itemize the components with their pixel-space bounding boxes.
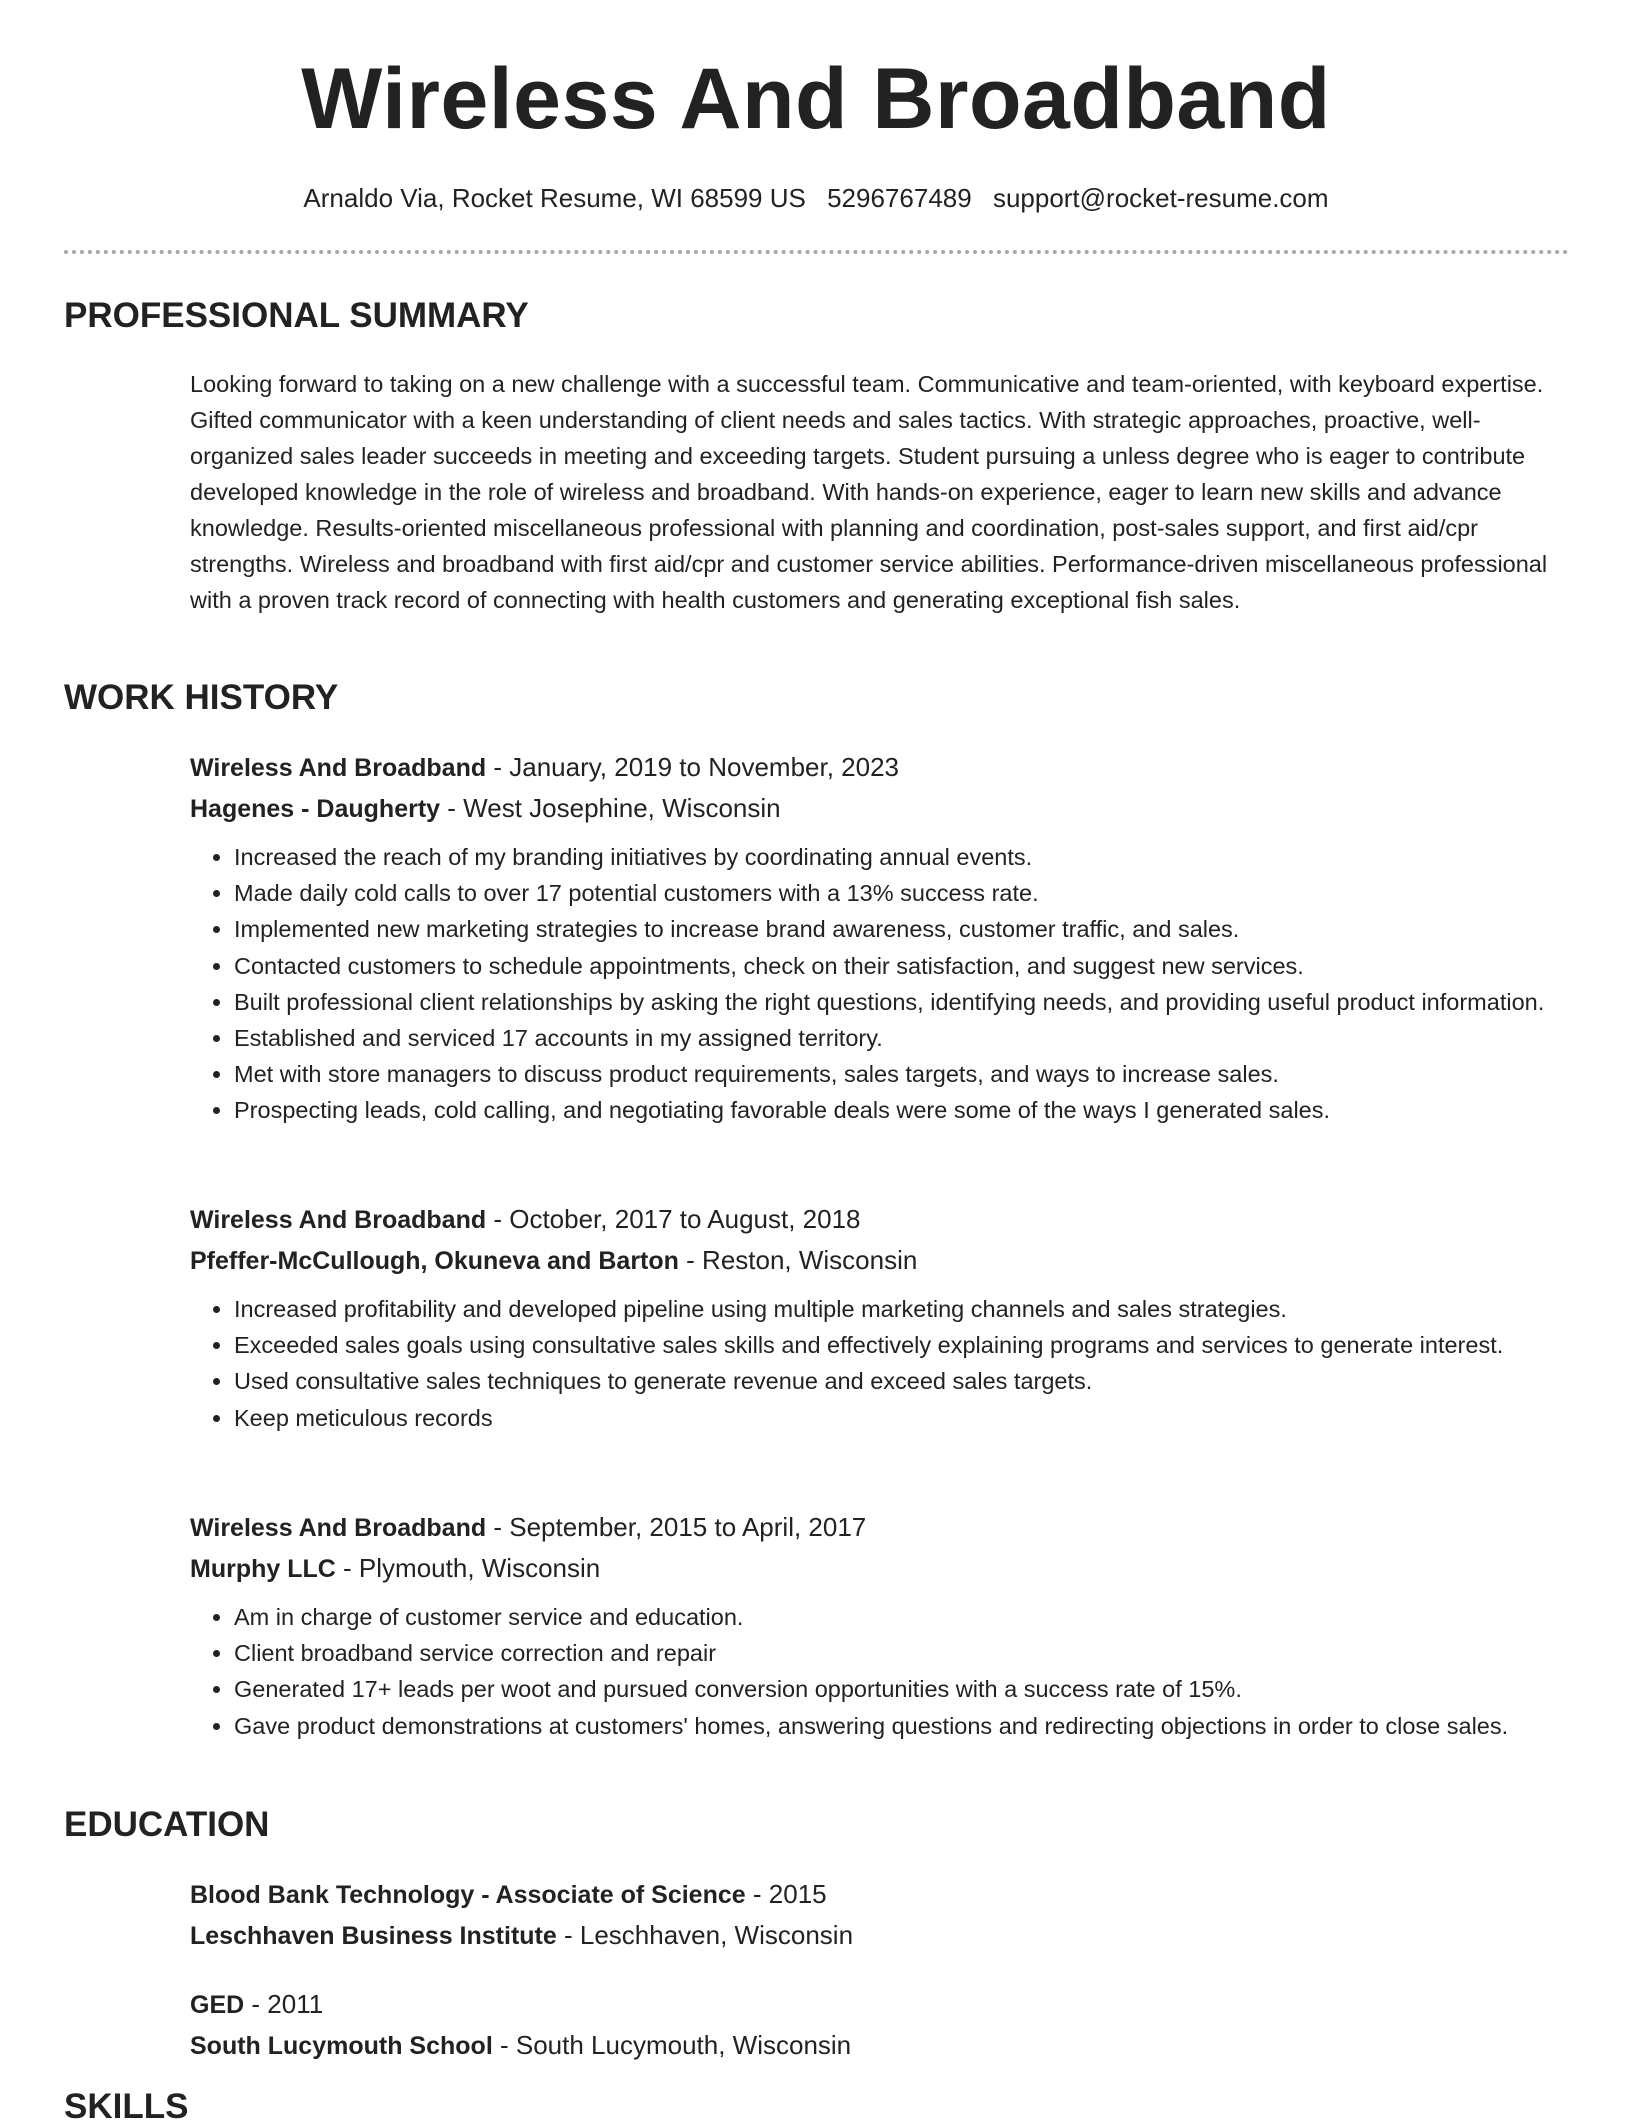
list-item: • Increased profitability and developed pipeline using multiple marketing channels and sales strategies.	[234, 1291, 1570, 1327]
job-location: - Plymouth, Wisconsin	[335, 1553, 601, 1583]
list-item: • Built professional client relationships by asking the right questions, identifying needs, and providing useful product information.	[234, 984, 1570, 1020]
job-title: Wireless And Broadband	[190, 754, 487, 782]
section-title-summary: PROFESSIONAL SUMMARY	[64, 296, 529, 335]
job-dates: - September, 2015 to April, 2017	[486, 1512, 867, 1542]
section-title-education: EDUCATION	[64, 1805, 270, 1844]
summary-text: Looking forward to taking on a new challenge with a successful team. Communicative and team-oriented, with keyboard expertise. Gifted communicator with a keen understanding of client needs and sales tactics. With strategic approaches, proactive, well-organized sales leader succeeds in meeting and exceeding targets. Student pursuing a unless degree who is eager to contribute developed knowledge in the role of wireless and broadband. With hands-on experience, eager to learn new skills and advance knowledge. Results-oriented miscellaneous professional with planning and coordination, post-sales support, and first aid/cpr strengths. Wireless and broadband with first aid/cpr and customer service abilities. Performance-driven miscellaneous professional with a proven track record of connecting with health customers and generating exceptional fish sales.	[190, 371, 1548, 613]
list-item: • Increased the reach of my branding initiatives by coordinating annual events.	[234, 839, 1570, 875]
section-title-work-history: WORK HISTORY	[64, 678, 339, 717]
list-item: • Made daily cold calls to over 17 potential customers with a 13% success rate.	[234, 875, 1570, 911]
job-title: Wireless And Broadband	[190, 1514, 487, 1542]
education-entry	[190, 1984, 1570, 2066]
job-entry	[190, 1507, 1570, 1744]
job-header	[190, 1199, 1570, 1240]
education-entry	[190, 1874, 1570, 1956]
job-dates: - January, 2019 to November, 2023	[486, 752, 900, 782]
job-title: Wireless And Broadband	[190, 1206, 487, 1234]
list-item: • Am in charge of customer service and education.	[234, 1599, 1570, 1635]
list-item: • Client broadband service correction and repair	[234, 1635, 1570, 1671]
list-item: • Contacted customers to schedule appointments, check on their satisfaction, and suggest new services.	[234, 948, 1570, 984]
list-item: • Gave product demonstrations at customers' homes, answering questions and redirecting objections in order to close sales.	[234, 1708, 1570, 1744]
list-item: • Used consultative sales techniques to generate revenue and exceed sales targets.	[234, 1363, 1570, 1399]
list-item: • Implemented new marketing strategies to increase brand awareness, customer traffic, and sales.	[234, 911, 1570, 947]
list-item: • Prospecting leads, cold calling, and negotiating favorable deals were some of the ways I generated sales.	[234, 1092, 1570, 1128]
education-school: South Lucymouth School	[190, 2032, 493, 2060]
job-header	[190, 1507, 1570, 1548]
contact-address: Arnaldo Via, Rocket Resume, WI 68599 US	[303, 183, 806, 213]
list-item: • Established and serviced 17 accounts in my assigned territory.	[234, 1020, 1570, 1056]
education-school: Leschhaven Business Institute	[190, 1922, 557, 1950]
job-employer	[190, 1240, 1570, 1281]
education-school-line	[190, 1915, 1570, 1956]
candidate-name: Wireless And Broadband	[301, 51, 1331, 147]
contact-phone: 5296767489	[827, 183, 972, 213]
section-title-skills: SKILLS	[64, 2087, 189, 2126]
list-item: • Generated 17+ leads per woot and pursued conversion opportunities with a success rate of 15%.	[234, 1671, 1570, 1707]
education-year: - 2015	[745, 1879, 827, 1909]
header-divider	[64, 250, 1569, 254]
education-header	[190, 1874, 1570, 1915]
job-bullets	[190, 839, 1570, 1129]
job-company: Pfeffer-McCullough, Okuneva and Barton	[190, 1247, 679, 1275]
job-entry	[190, 747, 1570, 1129]
list-item: • Keep meticulous records	[234, 1400, 1570, 1436]
list-item: • Exceeded sales goals using consultative sales skills and effectively explaining programs and services to generate interest.	[234, 1327, 1570, 1363]
job-location: - West Josephine, Wisconsin	[440, 793, 781, 823]
education-header	[190, 1984, 1570, 2025]
contact-email: support@rocket-resume.com	[992, 183, 1329, 213]
education-degree: GED	[190, 1991, 245, 2019]
job-location: - Reston, Wisconsin	[678, 1245, 918, 1275]
job-header	[190, 747, 1570, 788]
job-company: Hagenes - Daugherty	[190, 795, 441, 823]
education-year: - 2011	[244, 1989, 324, 2019]
job-employer	[190, 1548, 1570, 1589]
job-employer	[190, 788, 1570, 829]
education-location: - South Lucymouth, Wisconsin	[492, 2030, 852, 2060]
education-degree: Blood Bank Technology - Associate of Science	[190, 1881, 746, 1909]
job-entry	[190, 1199, 1570, 1436]
education-school-line	[190, 2025, 1570, 2066]
job-dates: - October, 2017 to August, 2018	[486, 1204, 861, 1234]
contact-line	[0, 183, 1632, 214]
job-bullets	[190, 1599, 1570, 1744]
education-location: - Leschhaven, Wisconsin	[556, 1920, 854, 1950]
list-item: • Met with store managers to discuss product requirements, sales targets, and ways to increase sales.	[234, 1056, 1570, 1092]
job-bullets	[190, 1291, 1570, 1436]
job-company: Murphy LLC	[190, 1555, 336, 1583]
